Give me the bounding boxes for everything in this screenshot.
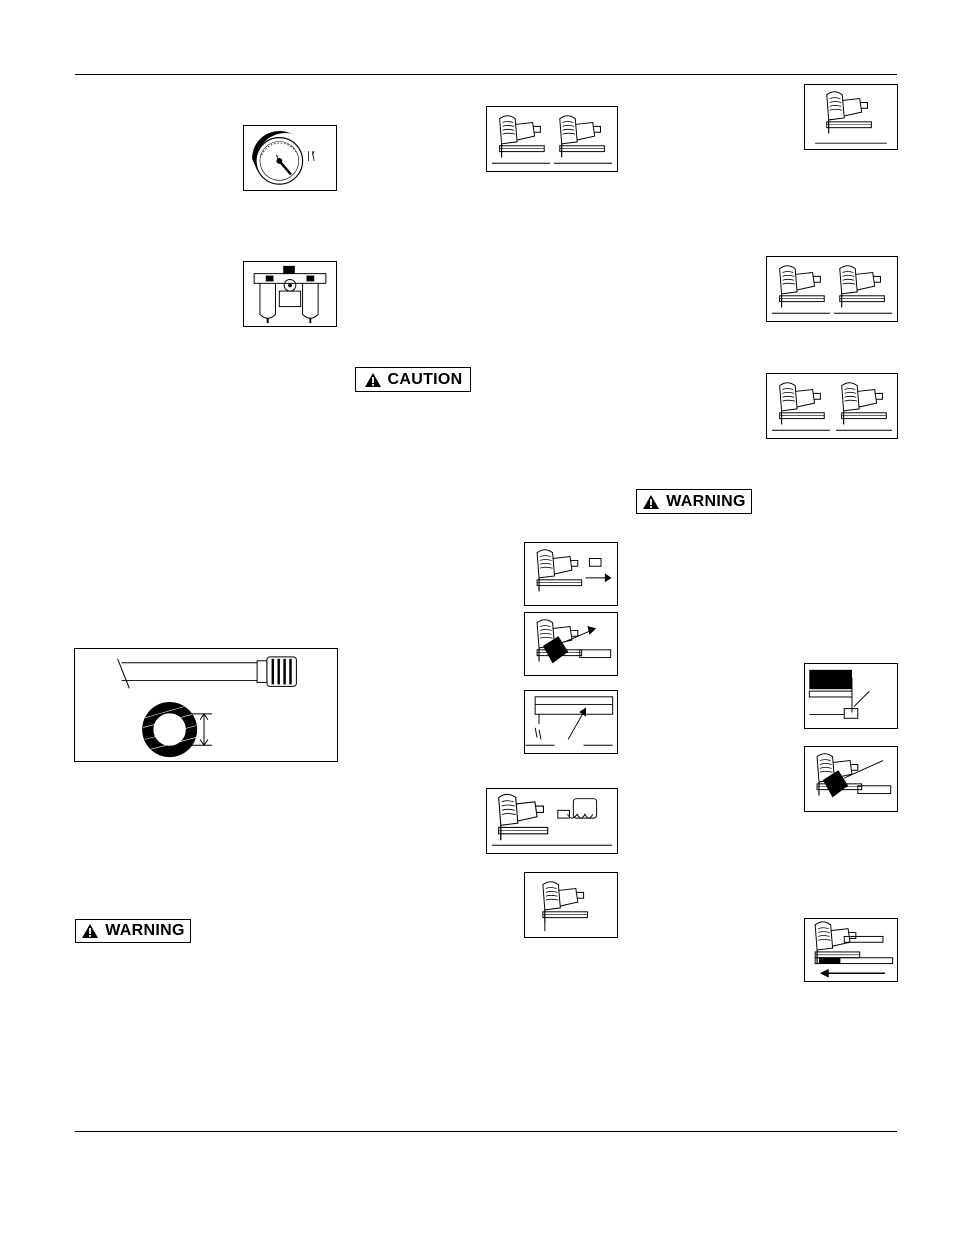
warning-label-right — [636, 489, 752, 514]
nailer-icon — [767, 374, 897, 438]
warning-label-left-text: WARNING — [105, 922, 185, 939]
nailer-icon — [805, 919, 897, 981]
pressure-gauge-icon — [244, 126, 336, 190]
nailer-icon — [805, 85, 897, 149]
nailer-hand-figure-1 — [524, 612, 618, 676]
footer-rule — [75, 1131, 897, 1132]
caution-label — [355, 367, 471, 392]
nailer-slide-figure — [804, 918, 898, 982]
nailer-icon — [487, 789, 617, 853]
nailer-nose-icon — [805, 664, 897, 728]
warning-triangle-icon — [81, 923, 99, 939]
nailer-pair-figure-2 — [766, 256, 898, 322]
filter-regulator-icon — [244, 262, 336, 326]
air-hose-icon — [75, 649, 337, 761]
nailer-disconnect-figure — [524, 542, 618, 606]
magazine-icon — [525, 691, 617, 753]
nailer-figure-middle — [524, 872, 618, 938]
nailer-connector-figure — [486, 788, 618, 854]
warning-label-left — [75, 919, 191, 943]
filter-regulator-lubricator-figure — [243, 261, 337, 327]
nailer-nose-figure — [804, 663, 898, 729]
nailer-hand-figure-2 — [804, 746, 898, 812]
header-rule — [75, 74, 897, 75]
magazine-load-figure — [524, 690, 618, 754]
nailer-icon — [525, 613, 617, 675]
pressure-gauge-figure — [243, 125, 337, 191]
nailer-icon — [525, 873, 617, 937]
warning-triangle-icon — [642, 494, 660, 510]
air-hose-figure — [74, 648, 338, 762]
nailer-icon — [525, 543, 617, 605]
nailer-icon — [767, 257, 897, 321]
nailer-figure-right-1 — [804, 84, 898, 150]
nailer-icon — [805, 747, 897, 811]
nailer-pair-figure-3 — [766, 373, 898, 439]
caution-label-text: CAUTION — [387, 370, 463, 388]
nailer-pair-figure-1 — [486, 106, 618, 172]
warning-label-right-text: WARNING — [666, 492, 746, 510]
nailer-icon — [487, 107, 617, 171]
warning-triangle-icon — [364, 372, 382, 388]
